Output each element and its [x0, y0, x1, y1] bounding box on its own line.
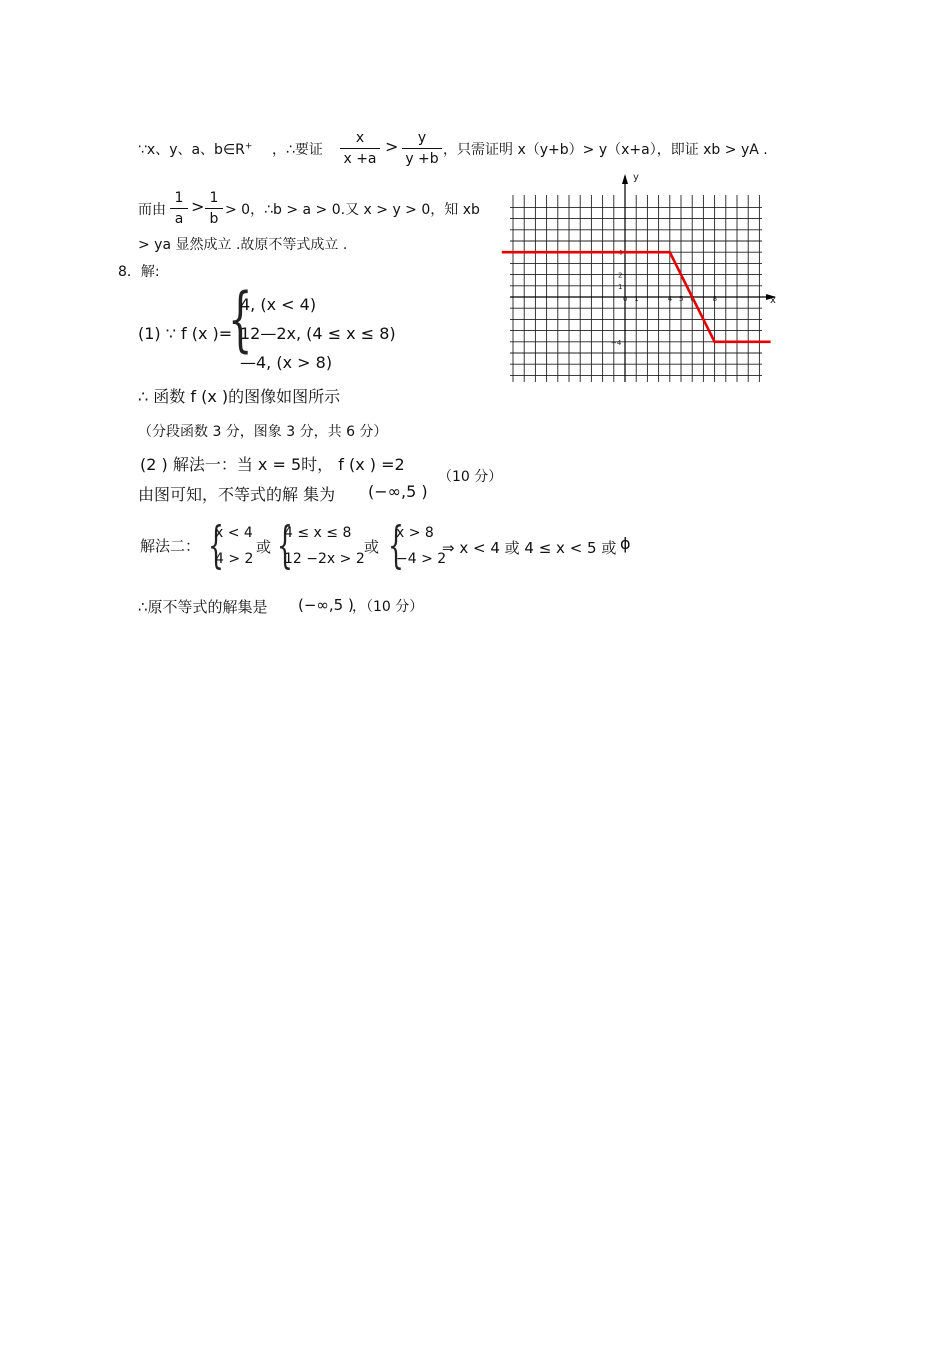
score-part-2: （10 分） — [438, 469, 503, 485]
piecewise-case-3: —4, (x > 8) — [240, 353, 333, 372]
system-2-line-1: 4 ≤ x ≤ 8 — [284, 525, 352, 541]
fraction-1-over-a: 1 a — [170, 190, 188, 227]
conclusion-interval: (−∞,5 ) — [298, 596, 354, 614]
or-connector-2: 或 — [364, 538, 380, 556]
system-brace-3: { — [388, 516, 404, 574]
y-tick-label: −4 — [611, 338, 622, 347]
graph-caption: ∴ 函数 f (x )的图像如图所示 — [138, 387, 341, 406]
x-tick-label: 5 — [679, 295, 684, 303]
left-brace: { — [228, 278, 253, 360]
line1-need-prove: ，∴要证 — [272, 142, 323, 158]
line3-text: > ya 显然成立 .故原不等式成立 . — [138, 237, 348, 253]
x-tick-label: 0 — [623, 295, 628, 303]
system-1-line-2: 4 > 2 — [215, 551, 254, 567]
or-connector-1: 或 — [256, 538, 272, 556]
piecewise-function-label: (1) ∵ f (x )= — [138, 324, 233, 343]
score-part-1: （分段函数 3 分，图象 3 分，共 6 分） — [138, 424, 388, 440]
method-2-result: ⇒ x < 4 或 4 ≤ x < 5 或 — [442, 539, 617, 557]
fraction-1-over-b: 1 b — [205, 190, 223, 227]
conclusion-prefix: ∴原不等式的解集是 — [138, 598, 268, 616]
line2-suffix: > 0，∴b > a > 0.又 x > y > 0，知 xb — [225, 202, 480, 218]
solution-interval: (−∞,5 ) — [368, 482, 428, 501]
superscript-plus: + — [244, 141, 253, 152]
system-2-line-2: 12 −2x > 2 — [284, 551, 365, 567]
greater-than-sign-2: > — [191, 197, 205, 216]
greater-than-sign: > — [385, 137, 399, 156]
line1-prefix: ∵x、y、a、b∈R+ — [138, 141, 253, 158]
piecewise-case-2: 12—2x, (4 ≤ x ≤ 8) — [240, 324, 396, 343]
line1-suffix: ，只需证明 x（y+b）> y（x+a），即证 xb > yA . — [443, 142, 768, 158]
system-brace-1: { — [208, 516, 224, 574]
piecewise-function-graph — [500, 168, 790, 390]
system-1-line-1: x < 4 — [215, 525, 253, 541]
y-tick-label: 1 — [618, 282, 623, 291]
conclusion-score: ，（10 分） — [352, 599, 424, 615]
system-3-line-1: x > 8 — [396, 525, 434, 541]
system-brace-2: { — [277, 516, 293, 574]
piecewise-case-1: 4, (x < 4) — [240, 295, 317, 314]
method-1-line: (2 ) 解法一：当 x = 5时， f (x ) =2 — [140, 455, 405, 474]
method-2-label: 解法二： — [140, 537, 201, 555]
x-tick-label: 4 — [667, 295, 673, 303]
y-axis-arrow-icon — [622, 174, 628, 184]
y-tick-label: 2 — [618, 271, 623, 280]
system-3-line-2: −4 > 2 — [396, 551, 447, 567]
y-tick-label: 4 — [618, 249, 623, 258]
line2-prefix: 而由 — [138, 202, 166, 218]
x-tick-label: 8 — [712, 295, 718, 303]
problem-8-label: 8．解: — [118, 264, 160, 280]
x-tick-label: 1 — [634, 295, 639, 303]
method-1-conclusion: 由图可知，不等式的解 集为 — [138, 485, 336, 504]
x-axis-label: x — [770, 295, 776, 306]
fraction-y-over-y-plus-b: y y +b — [402, 130, 442, 167]
y-axis-label: y — [633, 172, 639, 183]
empty-set-symbol: ϕ — [620, 534, 631, 553]
fraction-x-over-x-plus-a: x x +a — [340, 130, 380, 167]
x-tick-label: 6 — [690, 295, 695, 303]
